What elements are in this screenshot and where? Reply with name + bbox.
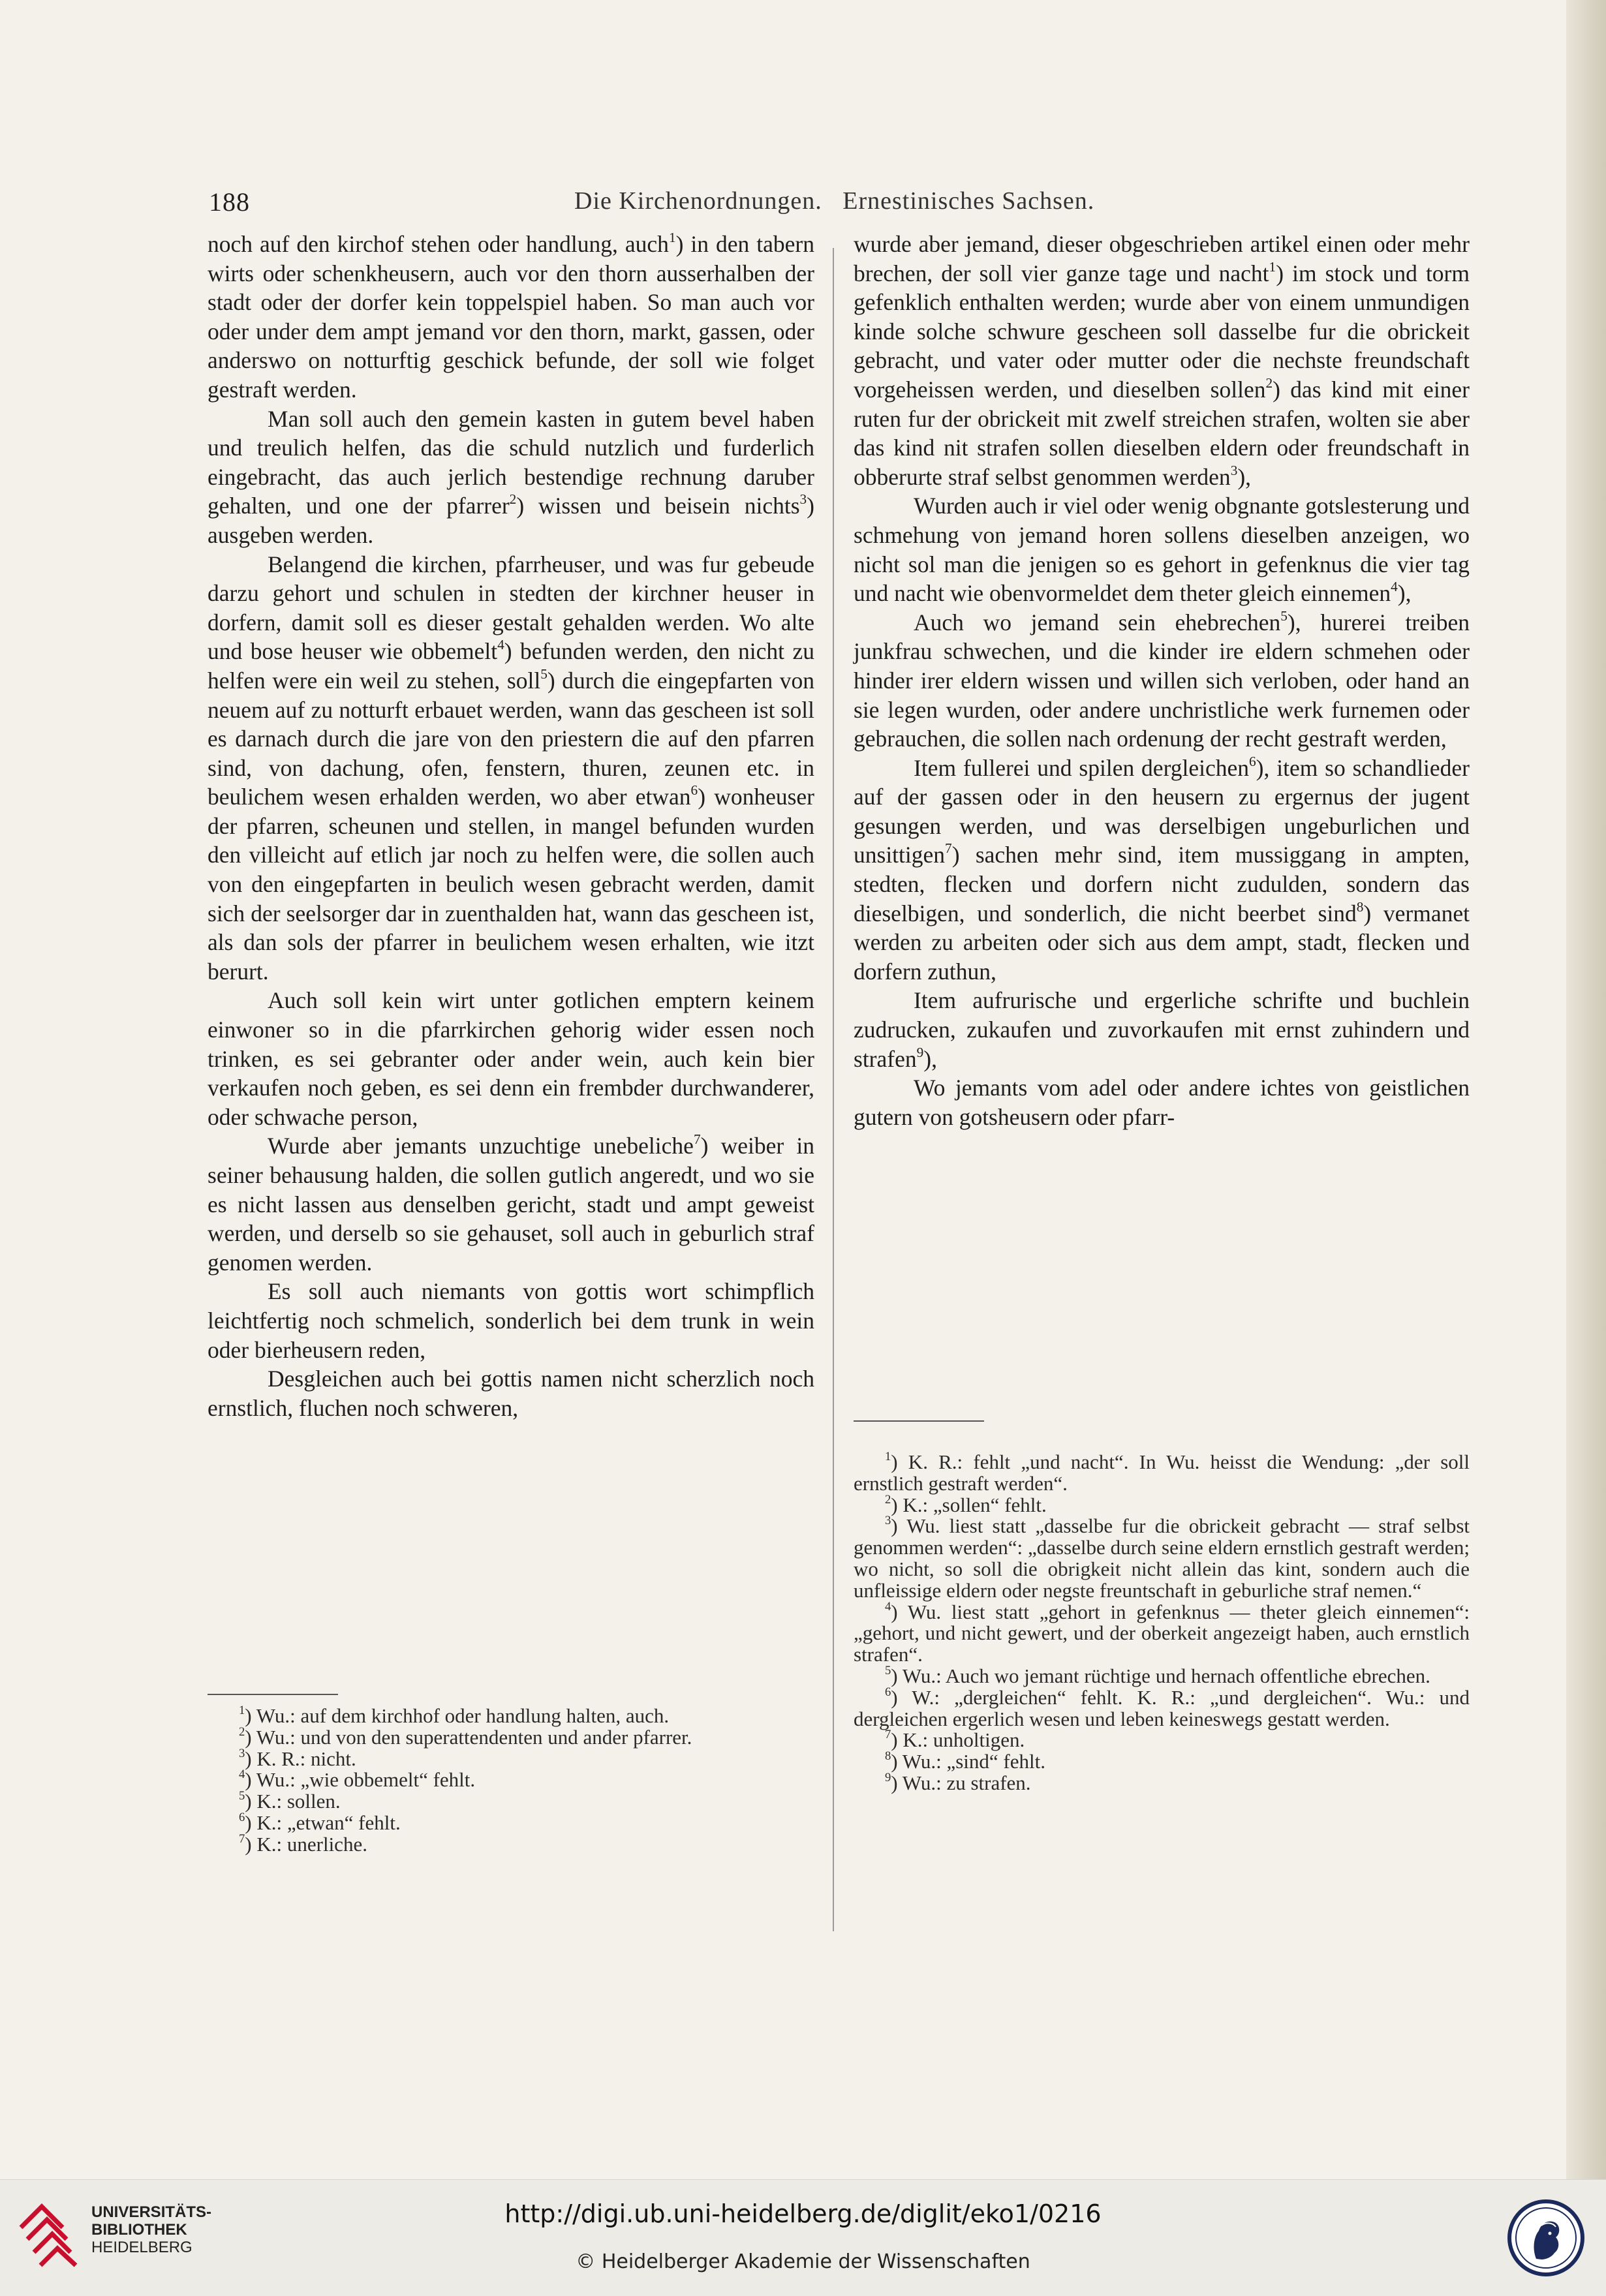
body-paragraph: Es soll auch niemants von gottis wort schimpflich leichtfertig noch schmelich, sonderlich bei dem trunk in wein oder bierheusern reden, (208, 1278, 814, 1363)
footnote: $^4$) Wu.: „wie obbemelt“ fehlt. (239, 1768, 476, 1792)
footnote: $^3$) Wu. liest statt „dasselbe fur die obrickeit gebracht — straf selbst genommen werden“: „dasselbe durch seine eldern ernstlich gestraft werden; wo nicht, so soll die obrigkeit nicht allein das kint, sondern auch die unfleissige eldern oder negste freuntschaft in geburliche straf nemen.“ (854, 1514, 1470, 1602)
body-paragraph: Belangend die kirchen, pfarrheuser, und was fur gebeude darzu gehort und schulen in stedten der kirchner heuser in dorfern, damit soll es dieser gestalt gehalden werden. Wo alte und bose heuser wie obbemelt$^4$) befunden werden, den nicht zu helfen were ein weil zu stehen, soll$^5$) durch die eingepfarten von neuem auf zu notturft erbauet werden, wann das gescheen ist soll es darnach durch die jare von den priestern die auf den pfarren sind, von dachung, ofen, fenstern, thuren, zeunen etc. in beulichem wesen erhalden werden, wo aber etwan$^6$) wonheuser der pfarren, scheunen und stellen, in mangel befunden wurden den villeicht auf etlich jar noch zu helfen were, die sollen auch von den eingepfarten in beulich wesen gebracht werden, damit sich der seelsorger dar in zuenthalden hat, wann das gescheen ist, als dan sols der pfarrer in beulichem wesen erhalten, wie itzt berurt. (208, 551, 814, 985)
footnote: $^5$) K.: sollen. (239, 1789, 341, 1813)
footnote: $^6$) W.: „dergleichen“ fehlt. K. R.: „und dergleichen“. Wu.: und dergleichen ergerlich wesen und leben keineswegs gestatt werden. (854, 1685, 1470, 1730)
left-text-column (208, 230, 814, 1422)
right-text-column (854, 230, 1470, 1131)
footnote: $^7$) K.: unholtigen. (885, 1728, 1025, 1752)
column-divider (833, 248, 834, 1931)
left-footnotes (208, 1703, 814, 1856)
page-number: 188 (209, 187, 250, 217)
library-name-line-2: BIBLIOTHEK (91, 2221, 187, 2239)
footnote: $^4$) Wu. liest statt „gehort in gefenknus — theter gleich einnemen“: „gehort, und nicht gewert, und der oberkeit angezeigt haben, auch ernstlich strafen“. (854, 1599, 1470, 1666)
body-paragraph: wurde aber jemand, dieser obgeschrieben artikel einen oder mehr brechen, der soll vier ganze tage und nacht$^1$) im stock und torm gefenklich enthalten werden; wurde aber von einem unmundigen kinde solche schwure gescheen soll dasselbe fur die obrickeit gebracht, und vater oder mutter oder die nechste freundschaft vorgeheissen werden, und dieselben sollen$^2$) das kind mit einer ruten fur der obrickeit mit zwelf streichen strafen, wolten sie aber das kind nit strafen sollen dieselben eldern oder freundschaft in obberurte straf selbst genommen werden$^3$), (854, 231, 1470, 490)
footnote: $^6$) K.: „etwan“ fehlt. (239, 1810, 401, 1834)
body-paragraph: Desgleichen auch bei gottis namen nicht scherzlich noch ernstlich, fluchen noch schweren, (208, 1366, 814, 1421)
footnote: $^1$) Wu.: auf dem kirchhof oder handlung halten, auch. (239, 1703, 670, 1727)
academy-seal-icon[interactable] (1506, 2197, 1586, 2279)
body-paragraph: Wo jemants vom adel oder andere ichtes von geistlichen gutern von gotsheusern oder pfarr- (854, 1075, 1470, 1130)
library-name-line-1: UNIVERSITÄTS- (91, 2203, 212, 2221)
footnote: $^2$) Wu.: und von den superattendenten und ander pfarrer. (239, 1724, 692, 1749)
body-paragraph: Man soll auch den gemein kasten in gutem bevel haben und treulich helfen, das die schuld nutzlich und furderlich eingebracht, das auch jerlich bestendige rechnung daruber gehalten, und one der pfarrer$^2$) wissen und beisein nichts$^3$) ausgeben werden. (208, 405, 814, 548)
permalink-url[interactable]: http://digi.ub.uni-heidelberg.de/diglit/eko1/0216 (504, 2199, 1102, 2228)
footnote-rule-right (854, 1420, 984, 1422)
body-paragraph: Auch wo jemand sein ehebrechen$^5$), hurerei treiben junkfrau schwechen, und die kinder ire eldern schmehen oder hinder irer eldern wissen und willen sich verloben, oder hand an sie legen wurden, oder andere unchristliche werk furnemen oder gebrauchen, die sollen nach ordenung der recht gestraft werden, (854, 607, 1470, 752)
body-paragraph: Wurden auch ir viel oder wenig obgnante gotslesterung und schmehung von jemand horen sollens dieselben anzeigen, wo nicht sol man die jenigen so es gehort in gefenknus die vier tag und nacht wie obenvormeldet dem theter gleich einnemen$^4$), (854, 493, 1470, 607)
body-paragraph: Item fullerei und spilen dergleichen$^6$), item so schandlieder auf der gassen oder in den heusern zu ergernus der jugent gesungen werden, und was derselbigen ungeburlichen und unsittigen$^7$) sachen mehr sind, item mussiggang in ampten, stedten, flecken und dorfern nicht zudulden, sondern das dieselbigen, und sonderlich, die nicht beerbet sind$^8$) vermanet werden zu arbeiten oder sich aus dem ampt, stadt, flecken und dorfern zuthun, (854, 753, 1470, 985)
body-paragraph: Wurde aber jemants unzuchtige unebeliche$^7$) weiber in seiner behausung halden, die sollen gutlich angeredt, und wo sie es nicht lassen aus denselben gericht, stadt und ampt geweist werden, und derselb so sie gehauset, soll auch in geburlich straf genomen werden. (208, 1131, 814, 1276)
footnote: $^2$) K.: „sollen“ fehlt. (885, 1492, 1047, 1516)
page-gutter (1566, 0, 1606, 2179)
footnote: $^7$) K.: unerliche. (239, 1831, 367, 1856)
copyright-notice: © Heidelberger Akademie der Wissenschaften (576, 2250, 1030, 2273)
footnote: $^9$) Wu.: zu strafen. (885, 1770, 1031, 1794)
footnote: $^3$) K. R.: nicht. (239, 1746, 356, 1770)
footnote: $^1$) K. R.: fehlt „und nacht“. In Wu. heisst die Wendung: „der soll ernstlich gestraft werden“. (854, 1449, 1470, 1495)
footnote: $^5$) Wu.: Auch wo jemant rüchtige und hernach offentliche ebrechen. (885, 1663, 1430, 1687)
body-paragraph: Auch soll kein wirt unter gotlichen emptern keinem einwoner so in die pfarrkirchen gehorig wider essen noch trinken, es sei gebranter oder ander wein, auch kein bier verkaufen noch geben, es sei denn ein frembder durchwanderer, oder schwache person, (208, 987, 814, 1130)
body-paragraph: Item aufrurische und ergerliche schrifte und buchlein zudrucken, zukaufen und zuvorkaufen mit ernst zuhindern und strafen$^9$), (854, 987, 1470, 1072)
running-head: Die Kirchenordnungen. Ernestinisches Sachsen. (574, 187, 1095, 215)
footnote: $^8$) Wu.: „sind“ fehlt. (885, 1749, 1045, 1773)
viewer-footer (0, 2179, 1606, 2296)
right-footnotes (854, 1449, 1470, 1794)
body-paragraph: noch auf den kirchof stehen oder handlung, auch$^1$) in den tabern wirts oder schenkheusern, auch vor den thorn ausserhalben der stadt oder der dorfer kein toppelspiel haben. So man auch vor oder under dem ampt jemand vor den thorn, markt, gassen, oder anderswo on notturftig geschick befunde, der soll wie folget gestraft werden. (208, 230, 815, 403)
library-name-line-3: HEIDELBERG (91, 2239, 193, 2256)
footnote-rule-left (208, 1694, 338, 1695)
